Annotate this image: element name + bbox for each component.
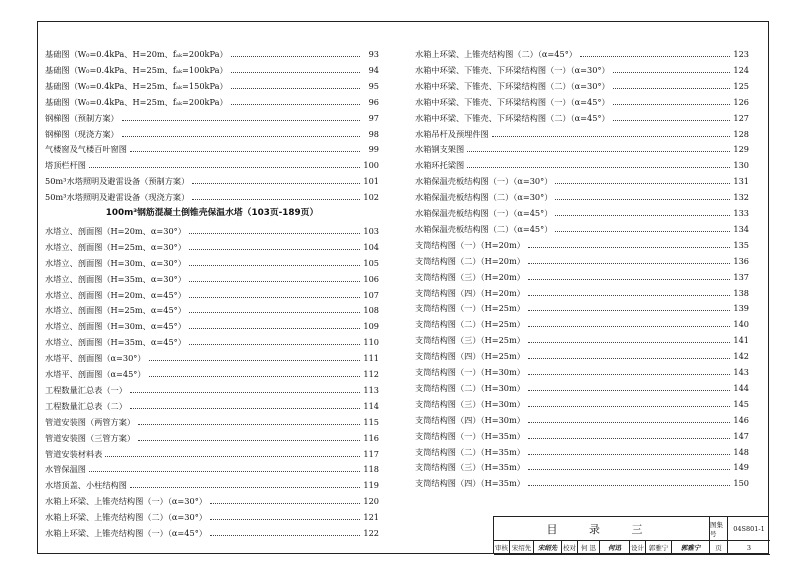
toc-entry-title: 水箱保温壳板结构图（二）（α=45°）: [415, 223, 553, 234]
toc-entry-page: 113: [363, 384, 379, 395]
toc-entry-title: 水箱中环梁、下锥壳、下环梁结构图（一）（α=30°）: [415, 64, 610, 75]
dot-leader: [189, 249, 360, 250]
toc-entry: [45, 171, 379, 186]
toc-entry-title: 管道安装图（三管方案）: [45, 432, 136, 443]
dot-leader: [149, 360, 360, 361]
toc-entry: [415, 283, 749, 298]
toc-entry-title: 水塔立、剖面图（H=30m、α=45°）: [45, 321, 186, 332]
toc-entry-title: 水箱上环梁、上锥壳结构图（一）（α=45°）: [45, 528, 207, 538]
toc-entry-title: 水塔立、剖面图（H=20m、α=30°）: [45, 225, 186, 236]
dot-leader: [122, 120, 360, 121]
toc-entry-title: 基础图（W₀=0.4kPa、H=20m、fₐₖ=200kPa）: [45, 49, 228, 59]
dot-leader: [555, 199, 730, 200]
dot-leader: [89, 167, 360, 168]
toc-entry-title: 支筒结构图（三）（H=35m）: [415, 462, 525, 473]
dot-leader: [189, 233, 360, 234]
toc-entry-title: 水箱中环梁、下锥壳、下环梁结构图（一）（α=45°）: [415, 96, 610, 107]
toc-entry-page: 145: [733, 398, 749, 409]
dot-leader: [231, 72, 360, 73]
toc-entry: [415, 410, 749, 425]
toc-entry-page: 94: [368, 64, 379, 75]
toc-entry: [415, 139, 749, 154]
dot-leader: [528, 422, 730, 423]
toc-entry-title: 塔顶栏杆图: [45, 160, 86, 171]
toc-entry-page: 148: [733, 446, 749, 457]
dot-leader: [210, 535, 360, 536]
dot-leader: [189, 312, 360, 313]
dot-leader: [555, 215, 730, 216]
toc-entry: [45, 108, 379, 123]
toc-entry: [415, 298, 749, 313]
toc-entry-title: 水箱保温壳板结构图（一）（α=45°）: [415, 208, 553, 218]
dot-leader: [528, 469, 730, 470]
toc-entry-page: 150: [733, 478, 749, 489]
toc-entry-page: 108: [363, 305, 379, 316]
toc-entry-title: 水塔立、剖面图（H=35m、α=30°）: [45, 273, 186, 284]
dot-leader: [231, 88, 360, 89]
dot-leader: [528, 342, 730, 343]
toc-entry: [45, 459, 379, 474]
toc-entry: [45, 412, 379, 427]
toc-entry-page: 149: [733, 462, 749, 473]
dot-leader: [189, 328, 360, 329]
check-label: 校对: [562, 541, 578, 555]
dot-leader: [555, 183, 730, 184]
dot-leader: [492, 136, 730, 137]
toc-entry-title: 气楼窗及气楼百叶窗图: [45, 144, 127, 155]
toc-entry: [45, 475, 379, 490]
toc-entry-title: 支筒结构图（二）（H=20m）: [415, 255, 525, 266]
dot-leader: [210, 519, 360, 520]
toc-entry-page: 139: [733, 303, 749, 314]
toc-entry-page: 119: [363, 480, 379, 491]
toc-entry-page: 127: [733, 112, 749, 123]
toc-entry: [415, 394, 749, 409]
toc-entry: [45, 364, 379, 379]
toc-entry-page: 125: [733, 80, 749, 91]
toc-entry: [45, 332, 379, 347]
toc-entry-page: 147: [733, 430, 749, 441]
toc-entry-page: 110: [363, 337, 379, 348]
dot-leader: [122, 136, 360, 137]
toc-entry-page: 95: [368, 80, 379, 91]
toc-entry: [45, 60, 379, 75]
toc-entry-title: 工程数量汇总表（一）: [45, 384, 127, 395]
toc-entry: [45, 444, 379, 459]
toc-entry-page: 104: [363, 241, 379, 252]
toc-entry-page: 106: [363, 273, 379, 284]
dot-leader: [528, 279, 730, 280]
toc-entry-title: 支筒结构图（四）（H=30m）: [415, 414, 525, 425]
toc-entry-title: 钢梯图（预制方案）: [45, 112, 119, 123]
toc-entry-page: 140: [733, 319, 749, 330]
toc-entry-title: 支筒结构图（一）（H=20m）: [415, 239, 525, 250]
toc-entry-title: 支筒结构图（四）（H=20m）: [415, 287, 525, 298]
toc-entry-title: 支筒结构图（二）（H=35m）: [415, 446, 525, 457]
toc-entry-page: 121: [363, 512, 379, 523]
dot-leader: [528, 247, 730, 248]
toc-entry-page: 132: [733, 192, 749, 203]
toc-entry-page: 141: [733, 335, 749, 346]
toc-entry-page: 124: [733, 64, 749, 75]
toc-entry: [45, 348, 379, 363]
dot-leader: [613, 104, 730, 105]
reviewer-name: 宋绍先: [510, 541, 534, 555]
toc-entry: [45, 269, 379, 284]
dot-leader: [528, 358, 730, 359]
toc-entry-page: 135: [733, 239, 749, 250]
toc-entry: [45, 76, 379, 91]
toc-entry-page: 115: [363, 416, 379, 427]
section-title: 100m³钢筋混凝土倒锥壳保温水塔（103页-189页）: [105, 208, 319, 218]
dot-leader: [613, 88, 730, 89]
toc-entry: [45, 237, 379, 252]
toc-entry-title: 管道安装材料表: [45, 448, 103, 459]
dot-leader: [613, 72, 730, 73]
toc-entry: [415, 473, 749, 488]
dot-leader: [192, 199, 360, 200]
toc-entry: [415, 362, 749, 377]
toc-entry-page: 128: [733, 128, 749, 139]
page-number: 3: [728, 541, 770, 555]
toc-entry-title: 水塔立、剖面图（H=25m、α=45°）: [45, 305, 186, 316]
toc-entry: [415, 378, 749, 393]
toc-entry-page: 101: [363, 176, 379, 187]
toc-entry: [45, 316, 379, 331]
toc-entry-title: 支筒结构图（二）（H=30m）: [415, 382, 525, 393]
toc-entry: [45, 507, 379, 522]
toc-entry-page: 96: [368, 96, 379, 107]
toc-entry: [415, 267, 749, 282]
toc-entry-page: 134: [733, 223, 749, 234]
toc-entry-title: 支筒结构图（一）（H=35m）: [415, 430, 525, 441]
designer-name: 郭雅宁: [646, 541, 672, 555]
toc-entry-page: 109: [363, 321, 379, 332]
toc-entry: [45, 491, 379, 506]
toc-entry-title: 钢梯图（现浇方案）: [45, 128, 119, 139]
toc-entry-page: 144: [733, 382, 749, 393]
dot-leader: [138, 440, 360, 441]
toc-entry-page: 126: [733, 96, 749, 107]
toc-entry-title: 水塔顶盖、小柱结构图: [45, 480, 127, 491]
toc-entry: [415, 108, 749, 123]
toc-entry: [45, 139, 379, 154]
toc-entry: [415, 314, 749, 329]
toc-entry: [415, 235, 749, 250]
toc-entry-title: 管道安装图（两管方案）: [45, 416, 136, 427]
toc-entry-page: 105: [363, 257, 379, 268]
toc-entry-title: 支筒结构图（四）（H=35m）: [415, 478, 525, 489]
toc-entry: [45, 300, 379, 315]
title-block: [493, 516, 769, 554]
dot-leader: [210, 503, 360, 504]
toc-entry-title: 支筒结构图（四）（H=25m）: [415, 351, 525, 362]
dot-leader: [189, 265, 360, 266]
dot-leader: [528, 485, 730, 486]
toc-entry-title: 支筒结构图（三）（H=25m）: [415, 335, 525, 346]
toc-entry-page: 143: [733, 367, 749, 377]
toc-entry-page: 100: [363, 160, 379, 171]
dot-leader: [528, 295, 730, 296]
toc-entry: [415, 346, 749, 361]
checker-signature: 何迅: [600, 541, 630, 555]
toc-entry-page: 131: [733, 176, 749, 187]
toc-entry: [415, 426, 749, 441]
atlas-label: 图集号: [710, 517, 728, 541]
toc-entry-title: 水塔立、剖面图（H=20m、α=45°）: [45, 289, 186, 300]
toc-entry-title: 水箱中环梁、下锥壳、下环梁结构图（二）（α=30°）: [415, 80, 610, 91]
toc-entry-page: 114: [363, 400, 379, 411]
dot-leader: [138, 424, 360, 425]
toc-entry-title: 基础图（W₀=0.4kPa、H=25m、fₐₖ=200kPa）: [45, 96, 228, 107]
toc-entry-title: 水塔平、剖面图（α=45°）: [45, 369, 146, 379]
toc-entry-page: 123: [733, 49, 749, 59]
toc-entry-title: 水塔立、剖面图（H=35m、α=45°）: [45, 337, 186, 348]
toc-entry: [45, 124, 379, 139]
dot-leader: [555, 231, 730, 232]
toc-entry-page: 137: [733, 271, 749, 282]
toc-entry-title: 支筒结构图（三）（H=30m）: [415, 398, 525, 409]
dot-leader: [130, 487, 360, 488]
review-label: 审核: [494, 541, 510, 555]
dot-leader: [130, 151, 360, 152]
toc-entry-title: 支筒结构图（三）（H=20m）: [415, 271, 525, 282]
toc-entry-page: 146: [733, 414, 749, 425]
toc-entry-page: 111: [363, 353, 379, 364]
dot-leader: [105, 456, 360, 457]
toc-entry: [45, 396, 379, 411]
toc-entry: [415, 155, 749, 170]
toc-entry-page: 116: [363, 432, 379, 443]
toc-entry-page: 117: [363, 448, 379, 459]
dot-leader: [189, 344, 360, 345]
toc-entry-title: 水箱上环梁、上锥壳结构图（二）（α=45°）: [415, 49, 577, 59]
toc-entry-page: 129: [733, 144, 749, 155]
toc-entry-title: 水箱中环梁、下锥壳、下环梁结构图（二）（α=45°）: [415, 112, 610, 123]
toc-entry-page: 120: [363, 496, 379, 507]
toc-entry-title: 水塔立、剖面图（H=25m、α=30°）: [45, 241, 186, 252]
toc-entry: [415, 76, 749, 91]
toc-entry: [415, 442, 749, 457]
toc-entry-page: 138: [733, 287, 749, 298]
dot-leader: [130, 408, 360, 409]
checker-name: 何 迅: [578, 541, 600, 555]
dot-leader: [580, 56, 730, 57]
toc-entry-title: 水塔立、剖面图（H=30m、α=30°）: [45, 257, 186, 268]
dot-leader: [613, 120, 730, 121]
toc-entry: [45, 428, 379, 443]
toc-entry-page: 102: [363, 192, 379, 203]
dot-leader: [528, 390, 730, 391]
toc-entry-title: 支筒结构图（一）（H=25m）: [415, 303, 525, 314]
toc-entry-title: 水箱环托梁图: [415, 160, 465, 171]
design-label: 设计: [630, 541, 646, 555]
dot-leader: [528, 374, 730, 375]
toc-entry: [45, 92, 379, 107]
toc-entry: [415, 457, 749, 472]
toc-entry-title: 支筒结构图（二）（H=25m）: [415, 319, 525, 330]
toc-entry: [45, 187, 379, 202]
dot-leader: [528, 310, 730, 311]
toc-entry-page: 98: [368, 128, 379, 139]
dot-leader: [528, 406, 730, 407]
dot-leader: [149, 376, 360, 377]
toc-entry-page: 112: [363, 369, 379, 379]
dot-leader: [231, 104, 360, 105]
dot-leader: [189, 281, 360, 282]
dot-leader: [467, 167, 730, 168]
toc-entry-title: 水管保温图: [45, 464, 86, 475]
toc-entry-title: 水箱钢支架图: [415, 144, 465, 155]
title-block-title: 目 录 三: [494, 517, 710, 541]
dot-leader: [130, 392, 360, 393]
toc-entry-page: 130: [733, 160, 749, 171]
toc-entry: [415, 124, 749, 139]
toc-entry-title: 水塔平、剖面图（α=30°）: [45, 353, 146, 364]
reviewer-signature: 宋绍先: [534, 541, 562, 555]
designer-signature: 郭雅宁: [672, 541, 710, 555]
toc-entry: [45, 44, 379, 59]
toc-entry-title: 水箱上环梁、上锥壳结构图（二）（α=30°）: [45, 512, 207, 523]
toc-entry: [415, 44, 749, 59]
toc-entry: [45, 523, 379, 538]
toc-entry-title: 支筒结构图（一）（H=30m）: [415, 367, 525, 377]
toc-entry-title: 水箱保温壳板结构图（二）（α=30°）: [415, 192, 553, 203]
toc-entry-title: 50m³水塔照明及避雷设备（现浇方案）: [45, 192, 190, 203]
toc-entry-title: 基础图（W₀=0.4kPa、H=25m、fₐₖ=150kPa）: [45, 80, 228, 91]
toc-entry: [415, 60, 749, 75]
dot-leader: [192, 183, 360, 184]
toc-entry: [45, 285, 379, 300]
toc-entry-page: 122: [363, 528, 379, 538]
toc-entry: [415, 219, 749, 234]
toc-entry: [415, 187, 749, 202]
toc-entry-page: 107: [363, 289, 379, 300]
toc-entry-page: 99: [368, 144, 379, 155]
dot-leader: [528, 326, 730, 327]
toc-entry-page: 136: [733, 255, 749, 266]
toc-entry-title: 水箱吊杆及预埋件图: [415, 128, 489, 139]
toc-entry: [415, 203, 749, 218]
toc-entry: [415, 92, 749, 107]
dot-leader: [467, 151, 730, 152]
toc-entry: [45, 253, 379, 268]
toc-entry-page: 118: [363, 464, 379, 475]
toc-entry: [415, 171, 749, 186]
toc-entry-page: 142: [733, 351, 749, 362]
dot-leader: [189, 297, 360, 298]
dot-leader: [231, 56, 360, 57]
toc-entry-title: 工程数量汇总表（二）: [45, 400, 127, 411]
toc-entry: [45, 380, 379, 395]
dot-leader: [89, 471, 360, 472]
toc-entry-page: 93: [368, 49, 379, 59]
atlas-number: 04S801-1: [728, 517, 770, 541]
toc-entry-title: 水箱保温壳板结构图（一）（α=30°）: [415, 176, 553, 187]
toc-entry: [415, 251, 749, 266]
toc-entry-title: 水箱上环梁、上锥壳结构图（一）（α=30°）: [45, 496, 207, 507]
toc-entry: [45, 155, 379, 170]
dot-leader: [528, 454, 730, 455]
toc-entry: [45, 221, 379, 236]
dot-leader: [528, 438, 730, 439]
dot-leader: [528, 263, 730, 264]
toc-entry-title: 基础图（W₀=0.4kPa、H=25m、fₐₖ=100kPa）: [45, 64, 228, 75]
page-label: 页: [710, 541, 728, 555]
toc-entry-page: 97: [368, 112, 379, 123]
toc-entry-title: 50m³水塔照明及避雷设备（预制方案）: [45, 176, 190, 187]
toc-entry: [415, 330, 749, 345]
toc-entry-page: 103: [363, 225, 379, 236]
toc-entry-page: 133: [733, 208, 749, 218]
